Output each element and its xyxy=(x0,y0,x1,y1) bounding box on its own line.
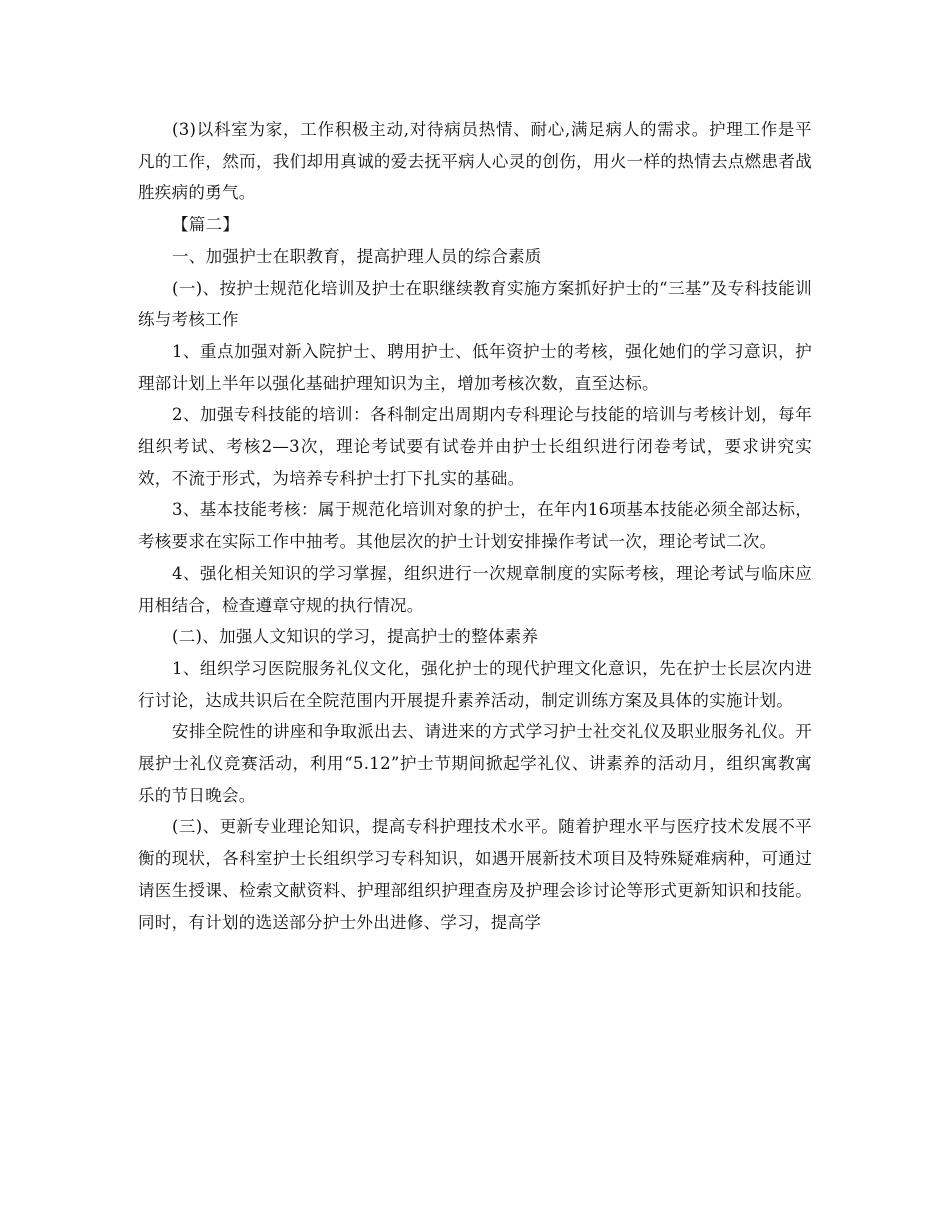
paragraph-item-2: 2、加强专科技能的培训：各科制定出周期内专科理论与技能的培训与考核计划，每年组织考试、考核2—3次，理论考试要有试卷并由护士长组织进行闭卷考试，要求讲究实效，不流于形式，为培养专科护士打下扎实的基础。 xyxy=(138,405,812,488)
paragraph-item-4: 4、强化相关知识的学习掌握，组织进行一次规章制度的实际考核，理论考试与临床应用相结合，检查遵章守规的执行情况。 xyxy=(138,563,812,615)
paragraph-update-knowledge: (三)、更新专业理论知识，提高专科护理技术水平。随着护理水平与医疗技术发展不平衡的现状，各科室护士长组织学习专科知识，如遇开展新技术项目及特殊疑难病种，可通过请医生授课、检索文献资料、护理部组织护理查房及护理会诊讨论等形式更新知识和技能。同时，有计划的选送部分护士外出进修、学习，提高学 xyxy=(138,817,812,932)
paragraph-etiquette-culture: 1、组织学习医院服务礼仪文化，强化护士的现代护理文化意识，先在护士长层次内进行讨论，达成共识后在全院范围内开展提升素养活动，制定训练方案及具体的实施计划。 xyxy=(138,658,812,710)
paragraph-etiquette-activities: 安排全院性的讲座和争取派出去、请进来的方式学习护士社交礼仪及职业服务礼仪。开展护士礼仪竞赛活动，利用“5.12”护士节期间掀起学礼仪、讲素养的活动月，组织寓教寓乐的节日晚会。 xyxy=(138,722,812,805)
paragraph-care-attitude: (3)以科室为家，工作积极主动,对待病员热情、耐心,满足病人的需求。护理工作是平凡的工作，然而，我们却用真诚的爱去抚平病人心灵的创伤，用火一样的热情去点燃患者战胜疾病的勇气。 xyxy=(138,120,812,203)
document-page xyxy=(138,114,812,938)
paragraph-item-1: 1、重点加强对新入院护士、聘用护士、低年资护士的考核，强化她们的学习意识，护理部计划上半年以强化基础护理知识为主，增加考核次数，直至达标。 xyxy=(138,341,812,393)
subheading-training-plan: (一)、按护士规范化培训及护士在职继续教育实施方案抓好护士的“三基”及专科技能训练与考核工作 xyxy=(138,278,812,330)
section-heading-part-two: 【篇二】 xyxy=(172,215,240,235)
heading-strengthen-education: 一、加强护士在职教育，提高护理人员的综合素质 xyxy=(172,246,542,266)
subheading-humanities: (二)、加强人文知识的学习，提高护士的整体素养 xyxy=(172,627,539,647)
paragraph-item-3: 3、基本技能考核：属于规范化培训对象的护士，在年内16项基本技能必须全部达标，考核要求在实际工作中抽考。其他层次的护士计划安排操作考试一次，理论考试二次。 xyxy=(138,500,812,552)
